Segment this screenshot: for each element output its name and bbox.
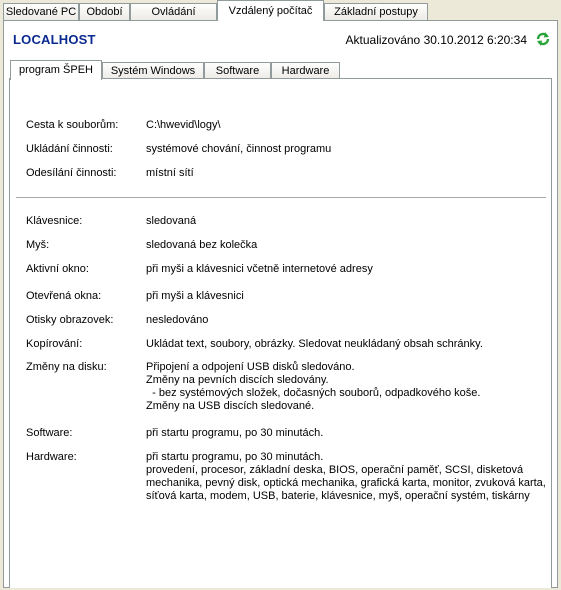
open-windows-label: Otevřená okna: — [26, 290, 102, 302]
activity-storage-value: systémové chování, činnost programu — [146, 143, 332, 155]
program-settings-panel — [9, 78, 552, 588]
log-path-value: C:\hwevid\logy\ — [146, 119, 221, 131]
active-window-label: Aktivní okno: — [26, 263, 89, 275]
activity-sending-value: místní sítí — [146, 167, 194, 179]
software-value: při startu programu, po 30 minutách. — [146, 427, 324, 439]
hardware-line: síťová karta, modem, USB, baterie, klávesnice, myš, operační systém, tiskárny — [146, 490, 530, 502]
tab-system-windows[interactable]: Systém Windows — [102, 62, 204, 79]
screenshots-value: nesledováno — [146, 314, 209, 326]
hardware-label: Hardware: — [26, 451, 77, 463]
activity-sending-label: Odesílání činnosti: — [26, 167, 117, 179]
section-divider — [16, 197, 546, 198]
disk-changes-value — [146, 361, 551, 413]
hardware-value — [146, 451, 551, 503]
active-window-value: při myši a klávesnici včetně internetové adresy — [146, 263, 373, 275]
activity-storage-label: Ukládání činnosti: — [26, 143, 113, 155]
main-tab-bar — [0, 0, 561, 21]
software-label: Software: — [26, 427, 73, 439]
mouse-value: sledovaná bez kolečka — [146, 239, 258, 251]
disk-changes-label: Změny na disku: — [26, 361, 107, 373]
copying-label: Kopírování: — [26, 338, 83, 350]
tab-sledovane-pc[interactable]: Sledované PC — [3, 3, 79, 20]
hardware-line: provedení, procesor, základní deska, BIOS, operační paměť, SCSI, disketová — [146, 464, 524, 476]
disk-changes-line: - bez systémových složek, dočasných souborů, odpadkového koše. — [146, 387, 481, 399]
tab-zakladni-postupy[interactable]: Základní postupy — [324, 3, 428, 20]
last-updated-text: Aktualizováno 30.10.2012 6:20:34 — [345, 33, 527, 47]
hardware-line: mechanika, pevný disk, optická mechanika, grafická karta, monitor, zvuková karta, — [146, 477, 546, 489]
log-path-label: Cesta k souborům: — [26, 119, 119, 131]
remote-computer-panel — [3, 20, 558, 588]
disk-changes-line: Připojení a odpojení USB disků sledováno. — [146, 361, 355, 373]
tab-ovladani[interactable]: Ovládání — [130, 3, 217, 20]
hardware-line: při startu programu, po 30 minutách. — [146, 451, 324, 463]
disk-changes-line: Změny na pevních discích sledovány. — [146, 374, 329, 386]
keyboard-label: Klávesnice: — [26, 215, 83, 227]
open-windows-value: při myši a klávesnici — [146, 290, 244, 302]
mouse-label: Myš: — [26, 239, 50, 251]
tab-program-speh[interactable]: program ŠPEH — [10, 60, 102, 80]
tab-vzdaleny-pocitac[interactable]: Vzdálený počítač — [217, 0, 324, 21]
tab-software[interactable]: Software — [204, 62, 271, 79]
refresh-icon[interactable] — [535, 31, 551, 47]
tab-obdobi[interactable]: Období — [79, 3, 130, 20]
host-name: LOCALHOST — [13, 32, 96, 47]
copying-value: Ukládat text, soubory, obrázky. Sledovat neukládaný obsah schránky. — [146, 338, 483, 350]
keyboard-value: sledovaná — [146, 215, 197, 227]
disk-changes-line: Změny na USB discích sledované. — [146, 400, 315, 412]
tab-hardware[interactable]: Hardware — [271, 62, 340, 79]
screenshots-label: Otisky obrazovek: — [26, 314, 114, 326]
